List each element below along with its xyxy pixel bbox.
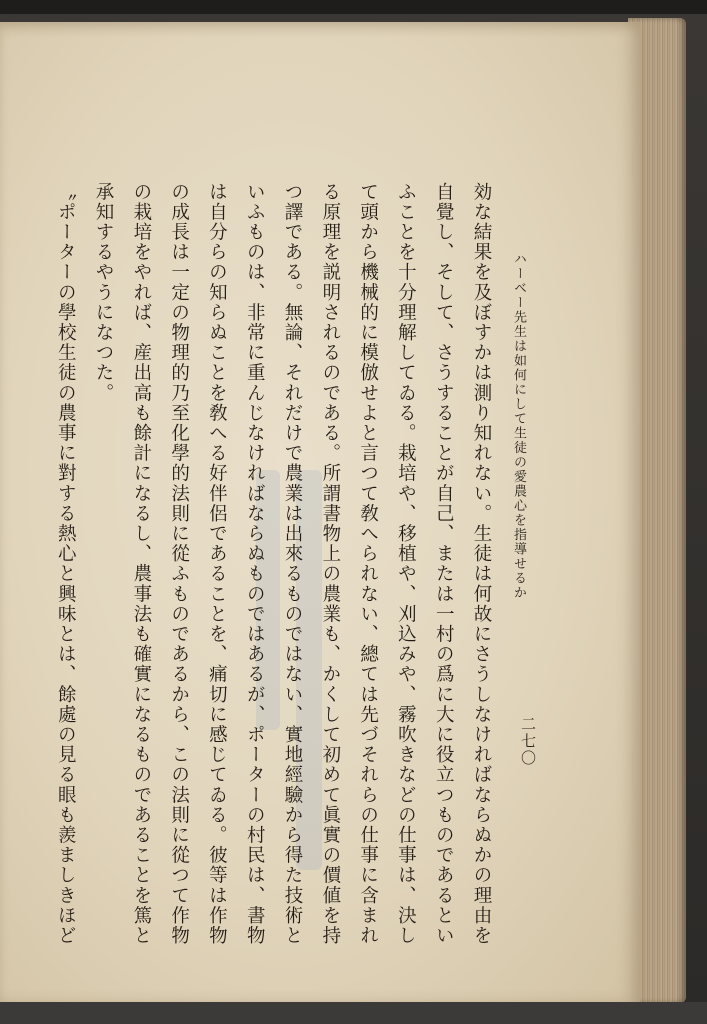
text-line-10: の栽培をやれば、産出高も餘計になるし、農事法も確實になるものであることを篤と <box>130 182 152 946</box>
text-line-2: 自覺し、そして、さうすることが自己、または一村の爲に大に役立つものであるとい <box>433 182 455 946</box>
scanner-background-bottom <box>0 1002 707 1024</box>
text-line-5: る原理を説明されるのである。所謂書物上の農業も、かくして初めて眞實の價値を持 <box>319 182 341 946</box>
scanner-background-top <box>0 0 707 14</box>
text-line-12: 〝ポーターの學校生徒の農事に對する熱心と興味とは、餘處の見る眼も羨ましきほど <box>55 182 77 946</box>
text-line-8: は自分らの知らぬことを敎へる好伴侶であることを、痛切に感じてゐる。彼等は作物 <box>206 182 228 946</box>
page-number: 二七〇 <box>519 716 537 767</box>
text-line-4: て頭から機械的に模倣せよと言つて敎へられない、總ては先づそれらの仕事に含まれ <box>357 182 379 946</box>
running-head: ハーベー先生は如何にして生徒の愛農心を指導せるか <box>511 252 526 600</box>
text-line-6: つ譯である。無論、それだけで農業は出來るものではない、實地經驗から得た技術と <box>282 182 304 946</box>
text-line-7: いふものは、非常に重んじなければならぬものではあるが、ポーターの村民は、書物 <box>244 182 266 946</box>
text-line-1: 効な結果を及ぼすかは測り知れない。生徒は何故にさうしなければならぬかの理由を <box>471 182 492 946</box>
text-line-3: ふことを十分理解してゐる。栽培や、移植や、刈込みや、霧吹きなどの仕事は、決し <box>395 182 417 946</box>
text-line-9: の成長は一定の物理的乃至化學的法則に從ふものであるから、この法則に從つて作物 <box>168 182 190 946</box>
text-line-11: 承知するやうになつた。 <box>93 182 115 404</box>
body-text-column-block <box>55 182 500 946</box>
